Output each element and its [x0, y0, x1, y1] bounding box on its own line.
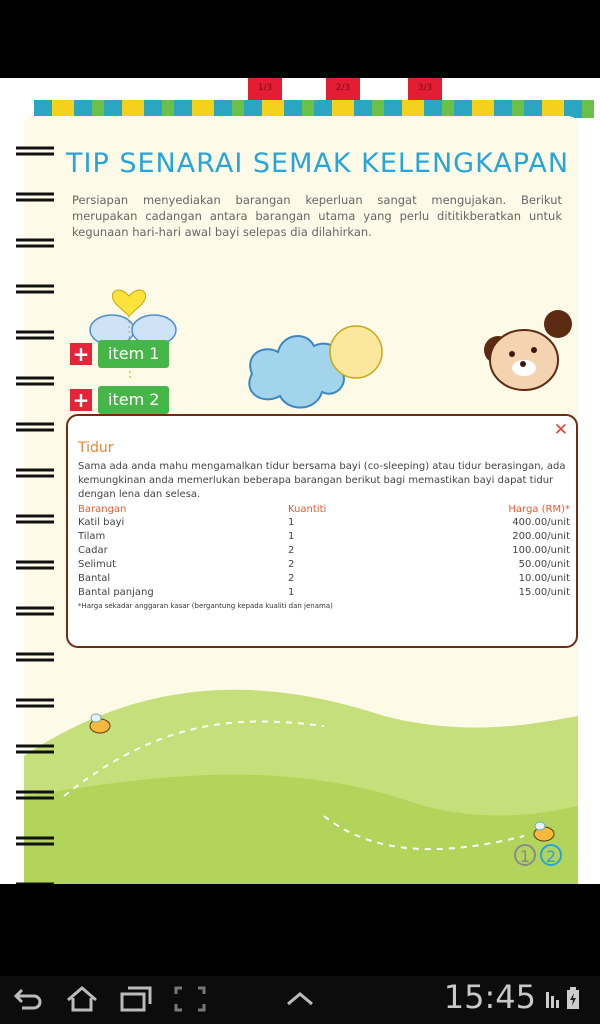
table-row	[78, 572, 570, 586]
info-popup	[66, 414, 578, 648]
system-navigation-bar	[0, 976, 600, 1024]
price-note: *Harga sekadar anggaran kasar (bergantung kepada kualiti dan jenama)	[78, 602, 333, 610]
table-cell: Cadar	[78, 545, 108, 556]
tab-3[interactable]: 3/3	[408, 78, 442, 100]
table-cell: Bantal	[78, 573, 111, 584]
table-cell: 2	[288, 573, 295, 584]
tab-2[interactable]: 2/3	[326, 78, 360, 100]
items-table	[78, 502, 570, 600]
table-cell: 15.00/unit	[518, 587, 570, 598]
table-cell: 100.00/unit	[512, 545, 570, 556]
table-cell: 1	[288, 587, 295, 598]
plus-icon: +	[70, 343, 92, 365]
header-kuantiti: Kuantiti	[288, 503, 327, 515]
table-row	[78, 530, 570, 544]
table-row	[78, 586, 570, 600]
header-barangan: Barangan	[78, 503, 127, 515]
table-cell: 1	[288, 531, 295, 542]
header-harga: Harga (RM)*	[508, 503, 570, 515]
table-header	[78, 502, 570, 516]
battery-icon	[566, 986, 580, 1010]
sun-icon	[330, 326, 382, 378]
table-cell: 2	[288, 545, 295, 556]
table-cell: 400.00/unit	[512, 517, 570, 528]
spiral-binding	[14, 138, 64, 884]
menu-up-icon[interactable]	[282, 984, 318, 1014]
page-number-1[interactable]: 1	[514, 844, 536, 866]
table-cell: Bantal panjang	[78, 587, 154, 598]
item-1-label: item 1	[98, 340, 169, 368]
status-clock: 15:45	[443, 978, 536, 1016]
table-cell: 200.00/unit	[512, 531, 570, 542]
bear-icon	[484, 310, 572, 390]
table-row	[78, 516, 570, 530]
table-row	[78, 558, 570, 572]
table-row	[78, 544, 570, 558]
reader-app	[0, 78, 600, 884]
plus-icon: +	[70, 389, 92, 411]
page-intro: Persiapan menyediakan barangan keperluan sangat mengujakan. Berikut merupakan cadangan antara barangan utama yang perlu dititikberatkan untuk kegunaan hari-hari awal bayi selepas dia dilahirkan.	[72, 193, 562, 239]
screenshot-icon[interactable]	[172, 984, 208, 1014]
cloud-icon	[249, 336, 344, 408]
table-cell: Selimut	[78, 559, 117, 570]
item-2-button[interactable]	[70, 387, 169, 413]
popup-description: Sama ada anda mahu mengamalkan tidur bersama bayi (co-sleeping) atau tidur berasingan, ada kemungkinan anda memerlukan beberapa barangan berikut bagi memastikan bayi dapat tidur dengan lena dan selesa.	[78, 461, 566, 500]
table-cell: 10.00/unit	[518, 573, 570, 584]
home-icon[interactable]	[64, 984, 100, 1014]
popup-title: Tidur	[78, 440, 114, 456]
table-cell: 50.00/unit	[518, 559, 570, 570]
page-number-2[interactable]: 2	[540, 844, 562, 866]
close-icon[interactable]: ✕	[553, 420, 568, 440]
table-cell: 1	[288, 517, 295, 528]
table-cell: 2	[288, 559, 295, 570]
recent-apps-icon[interactable]	[118, 984, 154, 1014]
item-1-button[interactable]	[70, 341, 169, 367]
wifi-icon	[544, 988, 562, 1010]
back-icon[interactable]	[10, 984, 46, 1014]
tab-1[interactable]: 1/3	[248, 78, 282, 100]
page-title: TIP SENARAI SEMAK KELENGKAPAN	[66, 148, 570, 179]
table-cell: Katil bayi	[78, 517, 125, 528]
table-cell: Tilam	[78, 531, 106, 542]
item-2-label: item 2	[98, 386, 169, 414]
